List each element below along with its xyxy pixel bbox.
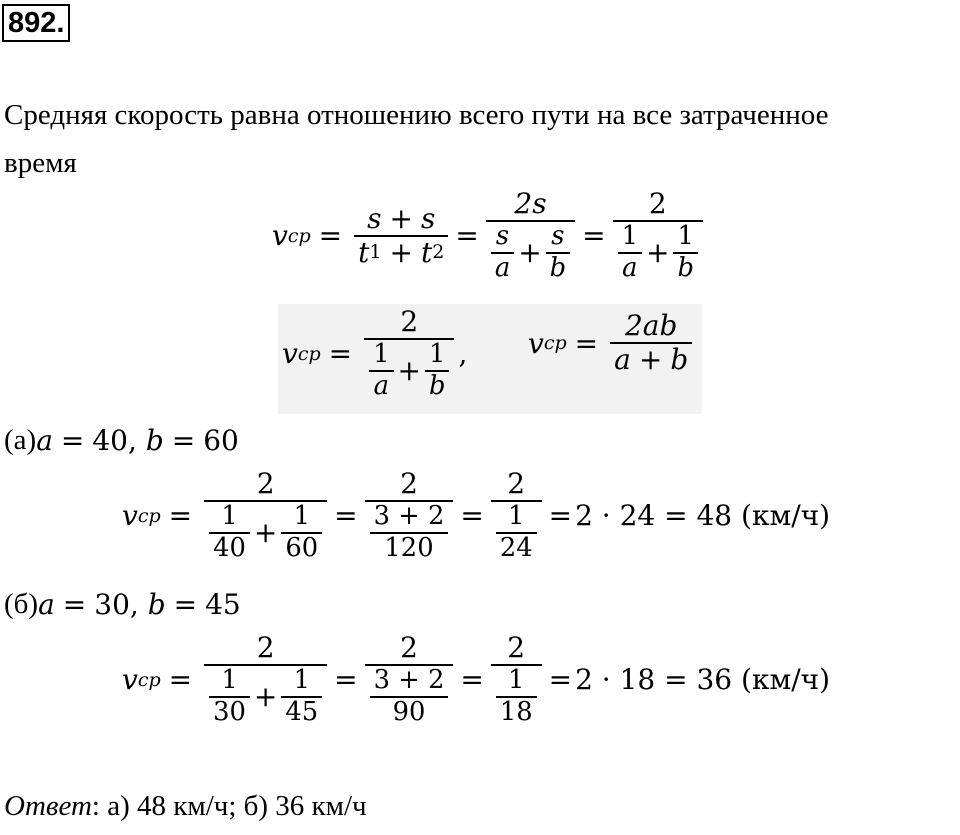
v-symbol: v bbox=[528, 326, 544, 360]
s-symbol: s bbox=[495, 221, 510, 252]
two: 2 bbox=[648, 187, 667, 220]
plus-sign: + bbox=[389, 201, 413, 235]
a-symbol: a bbox=[494, 252, 511, 283]
t-symbol: t bbox=[358, 235, 370, 269]
b-symbol: b bbox=[429, 370, 446, 401]
intro-line-2: время bbox=[4, 147, 77, 179]
answer-label: Ответ bbox=[4, 790, 92, 822]
b-symbol: b bbox=[549, 252, 567, 283]
a-symbol: a bbox=[614, 343, 631, 377]
v-symbol: v bbox=[282, 337, 298, 371]
two: 2 bbox=[400, 305, 419, 338]
equals-sign: = bbox=[455, 219, 479, 253]
v-subscript: cp bbox=[543, 332, 567, 355]
formula-highlight-left bbox=[282, 306, 467, 401]
part-b-computation: v cp = 2 $\frac{1}{30}$ + $\frac{1}{45}$ = $\frac{2}{\frac{3 + 2}{90}}$ = $\frac{2}{\frac{1}{18}}$ = 2 · 18 = 36 (км/ч) bbox=[122, 631, 831, 727]
t-symbol: t bbox=[420, 235, 433, 269]
equals-sign: = bbox=[574, 326, 599, 360]
a-symbol: a bbox=[622, 252, 638, 283]
s-symbol: s bbox=[367, 201, 382, 235]
a-symbol: a bbox=[373, 370, 390, 401]
one: 1 bbox=[429, 339, 446, 370]
part-b-result: 2 · 18 = 36 (км/ч) bbox=[575, 663, 831, 697]
v-subscript: cp bbox=[287, 224, 311, 247]
plus-sign: + bbox=[638, 343, 663, 377]
plus-sign: + bbox=[397, 353, 421, 387]
t-subscript: 1 bbox=[369, 240, 382, 263]
v-symbol: v bbox=[272, 219, 288, 253]
intro-line-1: Средняя скорость равна отношению всего пути на все затраченное bbox=[4, 99, 829, 131]
fraction-2-over-sum bbox=[613, 188, 703, 283]
part-a-label: (а) bbox=[4, 424, 37, 456]
part-a-result: 2 · 24 = 48 (км/ч) bbox=[575, 499, 831, 533]
one: 1 bbox=[677, 221, 694, 252]
answer-line bbox=[4, 790, 367, 823]
s-symbol: s bbox=[551, 221, 565, 252]
b-symbol: b bbox=[670, 343, 689, 377]
v-subscript: cp bbox=[297, 342, 321, 365]
equals-sign: = bbox=[318, 219, 343, 253]
t-subscript: 2 bbox=[432, 240, 445, 263]
plus-sign: + bbox=[646, 235, 670, 269]
one: 1 bbox=[621, 221, 638, 252]
formula-highlight-right bbox=[528, 310, 696, 376]
part-b-condition: (б) a = 30 , b = 45 bbox=[4, 588, 241, 621]
formula-average-speed bbox=[272, 188, 707, 283]
fraction-2s bbox=[486, 188, 575, 283]
plus-sign: + bbox=[389, 235, 413, 269]
plus-sign: + bbox=[518, 235, 542, 269]
two-ab: 2ab bbox=[624, 309, 678, 342]
s-symbol: s bbox=[420, 201, 436, 235]
one: 1 bbox=[373, 339, 390, 370]
fraction-path-over-time bbox=[354, 203, 448, 269]
answer-colon: : bbox=[91, 790, 100, 822]
comma: , bbox=[458, 337, 468, 371]
equals-sign: = bbox=[328, 337, 353, 371]
part-a-condition: (а) a = 40 , b = 60 bbox=[4, 424, 239, 457]
equals-sign: = bbox=[582, 219, 606, 253]
problem-number: 892. bbox=[2, 4, 70, 42]
answer-text: а) 48 км/ч; б) 36 км/ч bbox=[99, 790, 367, 822]
part-a-computation: v cp = 2 $\frac{1}{40}$ + $\frac{1}{60}$ = $\frac{2}{\frac{3 + 2}{120}}$ = $\frac{2}{\frac{1}{24}}$ = 2 · 24 = 48 (км/ч) bbox=[122, 467, 831, 563]
two-s: 2s bbox=[514, 187, 547, 220]
b-symbol: b bbox=[677, 252, 694, 283]
part-b-label: (б) bbox=[4, 588, 39, 620]
